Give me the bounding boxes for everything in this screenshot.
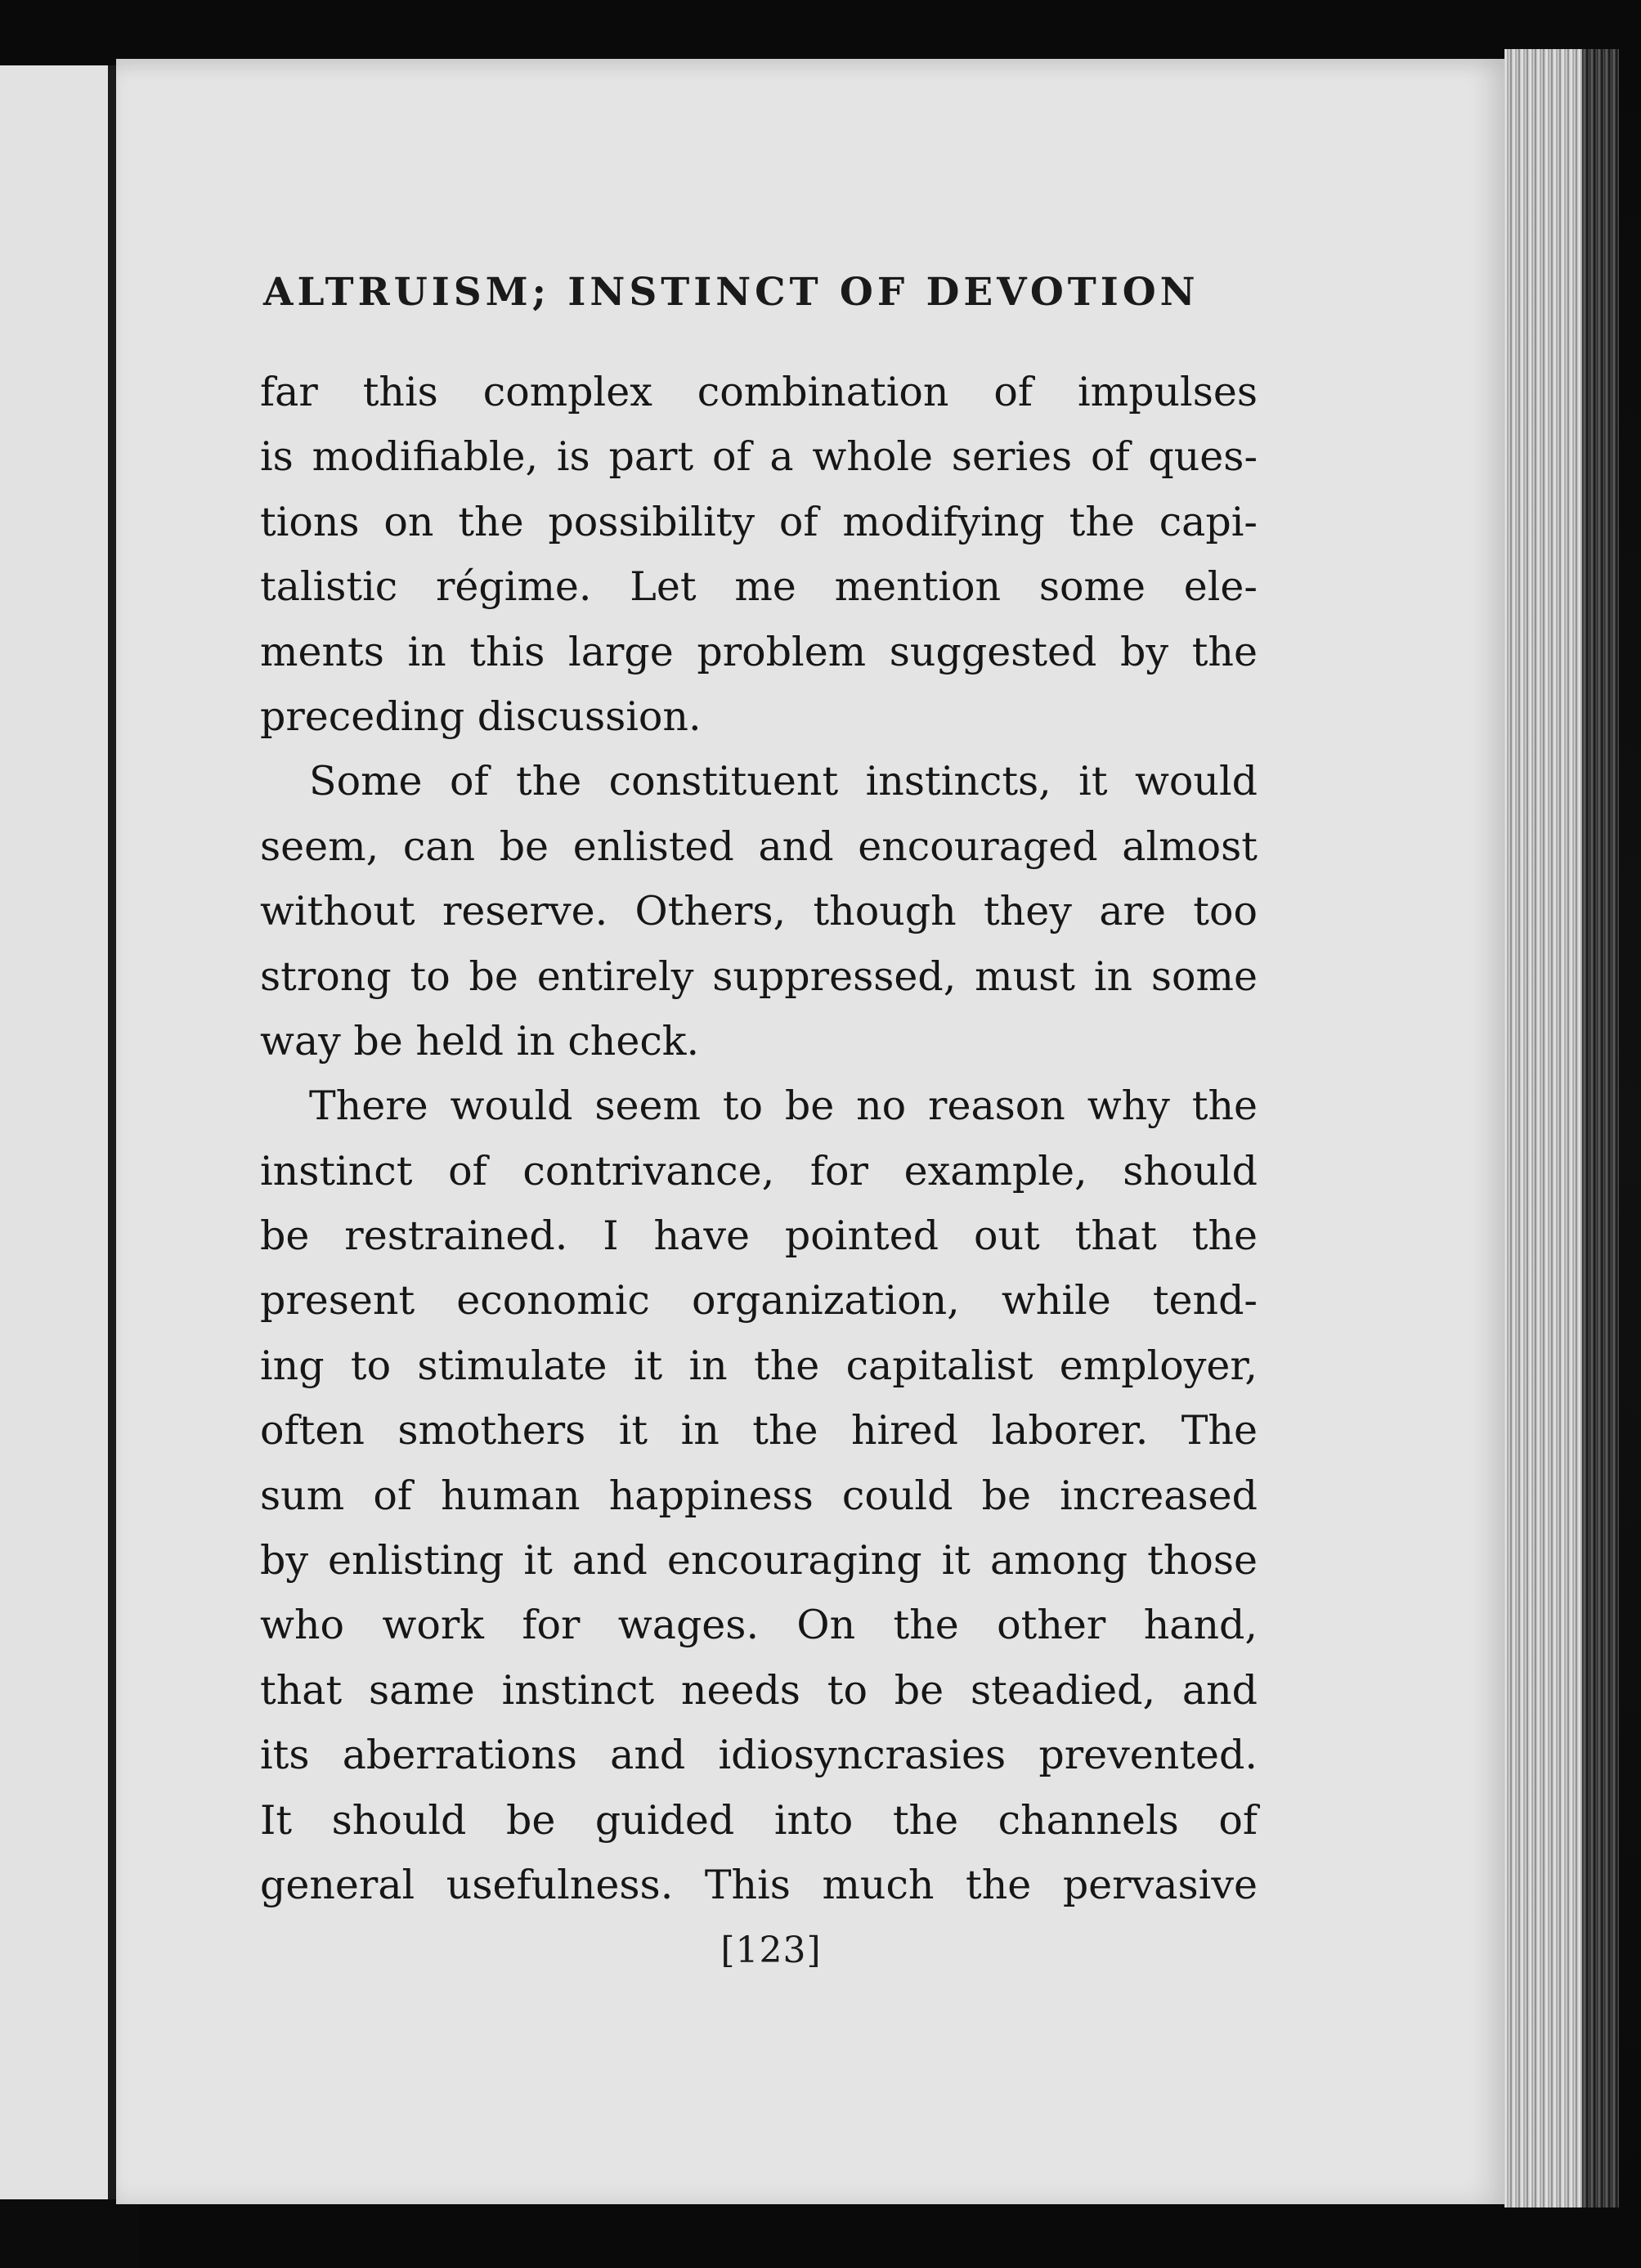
text-line: who work for wages. On the other hand, bbox=[260, 1602, 1258, 1649]
text-line: be restrained. I have pointed out that the bbox=[260, 1212, 1258, 1260]
text-line: preceding discussion. bbox=[260, 693, 702, 740]
text-line: ments in this large problem suggested by the bbox=[260, 628, 1258, 675]
text-line: its aberrations and idiosyncrasies prevented. bbox=[260, 1732, 1258, 1779]
facing-page-left bbox=[0, 65, 110, 2207]
book-spine-edge bbox=[1582, 49, 1619, 2207]
text-line: way be held in check. bbox=[260, 1017, 700, 1065]
body-text bbox=[260, 360, 1258, 1917]
text-line: strong to be entirely suppressed, must in some bbox=[260, 952, 1258, 1000]
gutter-line bbox=[108, 65, 116, 2207]
text-line: instinct of contrivance, for example, should bbox=[260, 1147, 1258, 1195]
text-line: tions on the possibility of modifying the capi- bbox=[260, 498, 1258, 545]
text-line: without reserve. Others, though they are too bbox=[260, 888, 1258, 935]
text-line: sum of human happiness could be increased bbox=[260, 1472, 1258, 1519]
text-line: far this complex combination of impulses bbox=[260, 369, 1258, 415]
text-line: talistic régime. Let me mention some ele- bbox=[260, 563, 1258, 611]
page-number: [123] bbox=[720, 1930, 822, 1971]
text-line: seem, can be enlisted and encouraged almost bbox=[260, 822, 1258, 870]
corner-shadow bbox=[0, 2199, 139, 2268]
text-line: ing to stimulate it in the capitalist employer, bbox=[260, 1342, 1258, 1389]
text-line: It should be guided into the channels of bbox=[260, 1796, 1258, 1844]
text-line: is modifiable, is part of a whole series of ques- bbox=[260, 433, 1258, 481]
text-line: by enlisting it and encouraging it among those bbox=[260, 1537, 1258, 1584]
text-line: There would seem to be no reason why the bbox=[309, 1082, 1258, 1130]
running-head: ALTRUISM; INSTINCT OF DEVOTION bbox=[263, 270, 1199, 315]
text-line: general usefulness. This much the pervasive bbox=[260, 1861, 1258, 1908]
text-line: Some of the constituent instincts, it would bbox=[309, 758, 1258, 805]
text-line: that same instinct needs to be steadied, and bbox=[260, 1666, 1258, 1714]
text-line: present economic organization, while tend- bbox=[260, 1277, 1258, 1324]
text-line: often smothers it in the hired laborer. The bbox=[260, 1407, 1258, 1454]
